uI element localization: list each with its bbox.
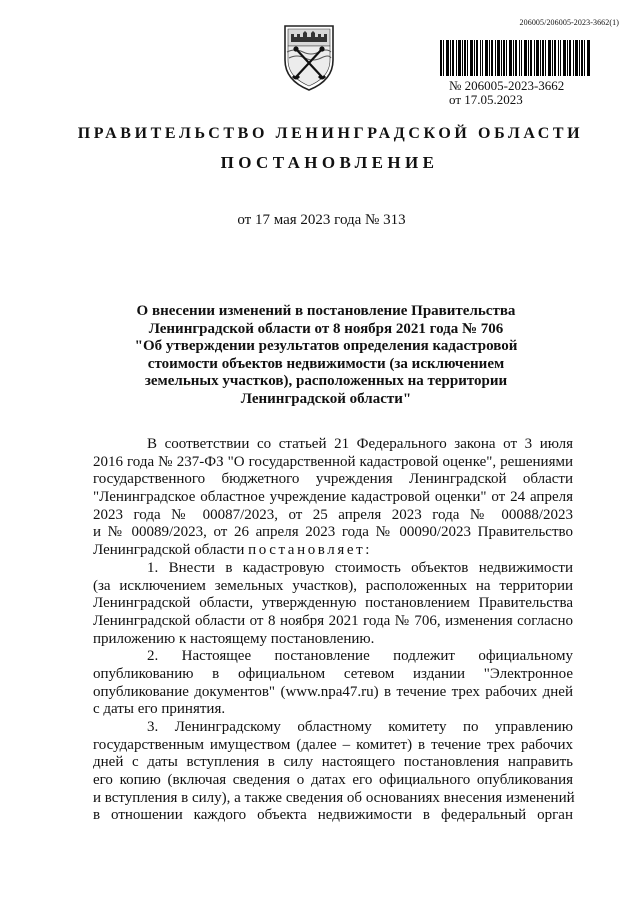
body-line: опубликованию в официальном сетевом издании "Электронное	[93, 665, 573, 682]
document-body	[93, 436, 573, 825]
registration-date: от 17.05.2023	[449, 92, 523, 107]
body-line: и № 00089/2023, от 26 апреля 2023 года № 00090/2023 Правительство	[93, 524, 573, 541]
document-subject	[100, 303, 552, 409]
body-line: в отношении каждого объекта недвижимости в федеральный орган	[93, 807, 573, 824]
body-line: государственного бюджетного учреждения Ленинградской области	[93, 471, 573, 488]
preamble-end: Ленинградской области	[93, 542, 245, 559]
body-line: государственным имуществом (далее – комитет) в течение трех рабочих	[93, 736, 573, 753]
coat-of-arms-icon	[281, 22, 337, 92]
body-line: дней с даты вступления в силу настоящего постановления направить	[93, 754, 573, 771]
body-line: В соответствии со статьей 21 Федерального закона от 3 июля	[147, 436, 573, 452]
clause-1	[93, 560, 573, 648]
preamble-paragraph	[93, 436, 573, 560]
subject-line: "Об утверждении результатов определения кадастровой	[134, 338, 518, 355]
subject-line: Ленинградской области от 8 ноября 2021 года № 706	[148, 320, 504, 337]
clause-3	[93, 719, 573, 825]
body-line: опубликование документов" (www.npa47.ru) в течение трех рабочих дней	[93, 683, 573, 700]
subject-line: О внесении изменений в постановление Правительства	[136, 303, 516, 319]
body-line: его копию (включая сведения о датах его официального опубликования	[93, 772, 573, 789]
resolves-word: постановляет:	[248, 542, 373, 559]
document-date-number: от 17 мая 2023 года № 313	[237, 212, 406, 228]
clause-2	[93, 648, 573, 719]
subject-line: Ленинградской области"	[240, 390, 412, 407]
body-line: (за исключением земельных участков), расположенных на территории	[93, 577, 573, 594]
body-line: Ленинградской области, утвержденную постановлением Правительства	[93, 595, 573, 612]
subject-line: стоимости объектов недвижимости (за исключением	[147, 355, 505, 372]
body-line: Ленинградской области от 8 ноября 2021 года № 706, изменения согласно	[93, 612, 573, 629]
body-line: 2. Настоящее постановление подлежит официальному	[147, 648, 573, 665]
registration-number: № 206005-2023-3662	[449, 78, 565, 93]
barcode-icon	[440, 40, 590, 76]
body-line: "Ленинградское областное учреждение кадастровой оценки" от 24 апреля	[93, 489, 573, 506]
body-line: 2016 года № 237-ФЗ "О государственной кадастровой оценке", решениями	[93, 453, 573, 470]
body-line: 3. Ленинградскому областному комитету по управлению	[147, 719, 573, 735]
body-line: приложению к настоящему постановлению.	[93, 630, 375, 647]
document-id: 206005/206005-2023-3662(1)	[519, 18, 619, 27]
body-line: 1. Внести в кадастровую стоимость объектов недвижимости	[147, 559, 573, 576]
body-line-final	[93, 542, 573, 560]
subject-line: земельных участков), расположенных на территории	[144, 373, 508, 390]
government-title: ПРАВИТЕЛЬСТВО ЛЕНИНГРАДСКОЙ ОБЛАСТИ	[77, 125, 584, 142]
body-line: с даты его принятия.	[93, 701, 226, 718]
body-line: 2023 года № 00087/2023, от 25 апреля 2023 года № 00088/2023	[93, 506, 573, 523]
body-line: и вступления в силу), а также сведения об основаниях внесения изменений	[93, 789, 575, 806]
document-type: ПОСТАНОВЛЕНИЕ	[220, 153, 439, 172]
